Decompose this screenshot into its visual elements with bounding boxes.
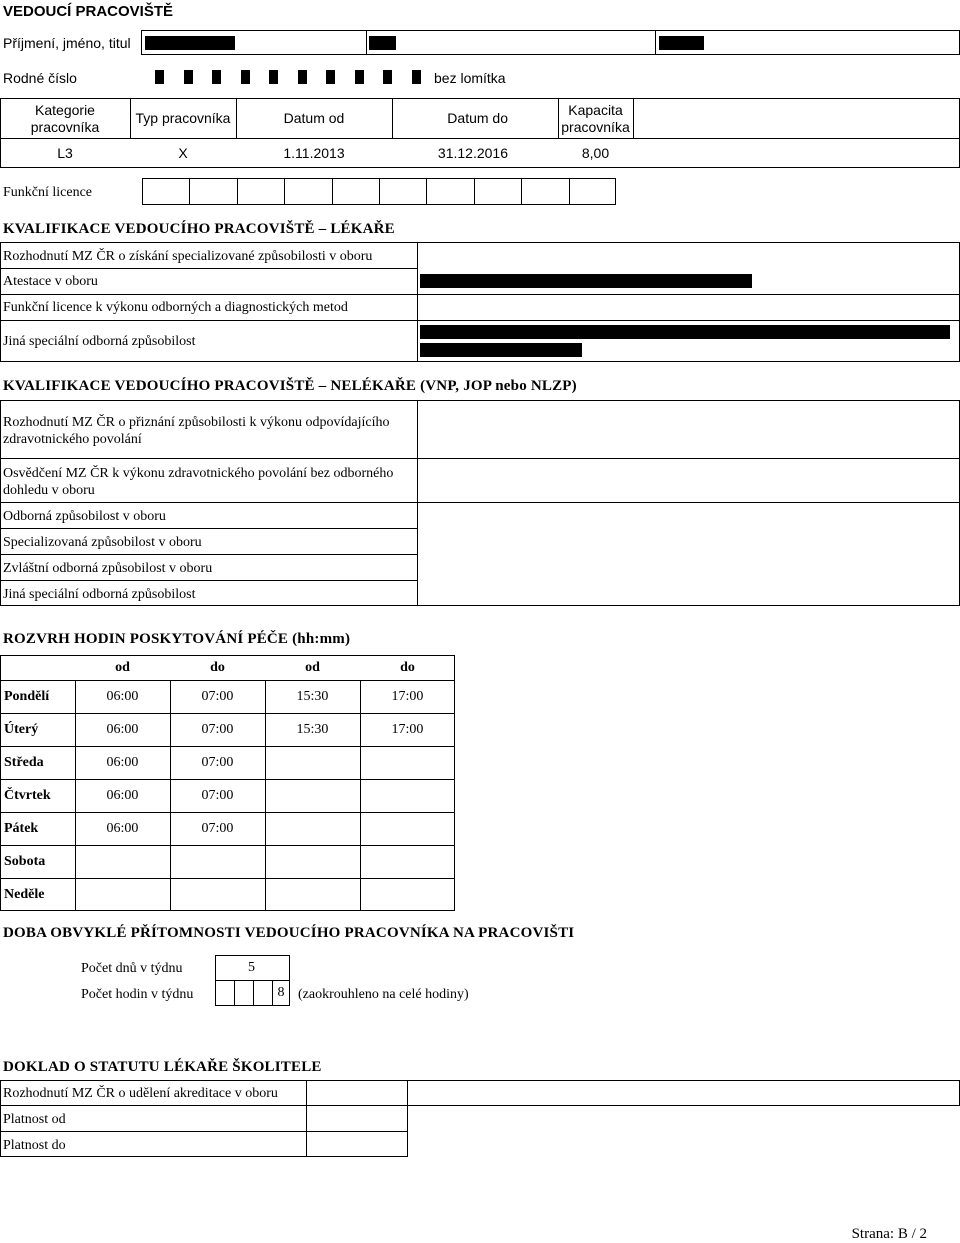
schedule-time-cell[interactable]: 06:00 [106,721,139,737]
schedule-time-cell[interactable]: 07:00 [201,688,234,704]
cell-capacity: 8,00 [581,145,610,161]
schedule-header-from: od [305,660,320,675]
schedule-time-cell[interactable]: 06:00 [106,754,139,770]
license-box-divider [379,178,380,205]
schedule-time-cell[interactable]: 17:00 [391,688,424,704]
license-box-divider [237,178,238,205]
schedule-header-to: do [210,660,225,675]
license-box-divider [569,178,570,205]
cell-type: X [178,145,188,161]
table-divider [0,528,417,529]
header-category: Kategorie pracovníka [30,101,100,135]
name-divider [366,30,367,55]
schedule-time-cell[interactable] [360,812,455,845]
license-box-divider [189,178,190,205]
trainer-section-title: DOKLAD O STATUTU LÉKAŘE ŠKOLITELE [3,1059,322,1075]
schedule-day-label: Pondělí [4,688,50,704]
schedule-title: ROZVRH HODIN POSKYTOVÁNÍ PÉČE (hh:mm) [3,631,351,647]
redaction-bar [145,36,235,50]
days-per-week-value: 5 [248,960,255,975]
license-box-divider [284,178,285,205]
schedule-time-cell[interactable] [75,845,170,878]
schedule-time-cell[interactable] [75,878,170,911]
table-divider [306,1080,307,1157]
name-label: Příjmení, jméno, titul [3,35,131,51]
schedule-time-cell[interactable] [265,878,360,911]
doctor-row-label: Funkční licence k výkonu odborných a diagnostických metod [3,300,348,315]
table-divider [0,458,960,459]
doctor-section-title: KVALIFIKACE VEDOUCÍHO PRACOVIŠTĚ – LÉKAŘE [3,221,395,237]
schedule-time-cell[interactable]: 17:00 [391,721,424,737]
nondoctor-row-label: Jiná speciální odborná způsobilost [3,587,196,602]
nondoctor-row-label: Specializovaná způsobilost v oboru [3,535,202,550]
birth-digit-redaction [212,70,221,84]
schedule-time-cell[interactable] [265,845,360,878]
header-capacity: Kapacita pracovníka [561,101,630,135]
nondoctor-row-label: Osvědčení MZ ČR k výkonu zdravotnického povolání bez odborného dohledu v oboru [3,466,394,498]
schedule-time-cell[interactable]: 06:00 [106,688,139,704]
days-per-week-label: Počet dnů v týdnu [81,961,183,976]
presence-title: DOBA OBVYKLÉ PŘÍTOMNOSTI VEDOUCÍHO PRACOVNÍKA NA PRACOVIŠTI [3,925,575,941]
license-box-divider [426,178,427,205]
schedule-time-cell[interactable] [170,845,265,878]
schedule-day-label: Neděle [4,886,45,902]
doctor-row-label: Rozhodnutí MZ ČR o získání specializované způsobilosti v oboru [3,249,373,264]
birth-number-label: Rodné číslo [3,70,77,86]
page-number: Strana: B / 2 [851,1226,927,1242]
birth-digit-redaction [184,70,193,84]
license-box-divider [332,178,333,205]
birth-digit-redaction [241,70,250,84]
trainer-row-label: Platnost od [3,1112,66,1127]
header-date-from: Datum od [283,110,345,126]
cell-date-to: 31.12.2016 [437,145,508,161]
schedule-header-to: do [400,660,415,675]
license-box-divider [474,178,475,205]
schedule-time-cell[interactable]: 07:00 [201,787,234,803]
schedule-time-cell[interactable]: 07:00 [201,820,234,836]
birth-digit-redaction [355,70,364,84]
name-divider [655,30,656,55]
page-title: VEDOUCÍ PRACOVIŠTĚ [3,3,174,20]
birth-digit-redaction [155,70,164,84]
schedule-day-label: Čtvrtek [4,787,51,803]
hours-note: (zaokrouhleno na celé hodiny) [298,987,469,1002]
schedule-time-cell[interactable] [265,812,360,845]
birth-digit-redaction [298,70,307,84]
hours-per-week-value: 8 [277,985,285,1000]
schedule-time-cell[interactable]: 07:00 [201,721,234,737]
schedule-time-cell[interactable]: 07:00 [201,754,234,770]
doctor-row-label: Jiná speciální odborná způsobilost [3,334,196,349]
redaction-bar [659,36,704,50]
table-divider [234,980,235,1006]
schedule-time-cell[interactable] [360,845,455,878]
birth-number-note: bez lomítka [434,70,506,86]
nondoctor-section-title: KVALIFIKACE VEDOUCÍHO PRACOVIŠTĚ – NELÉKAŘE (VNP, JOP nebo NLZP) [3,378,577,394]
table-divider [417,242,418,362]
cell-date-from: 1.11.2013 [283,145,345,161]
redaction-bar [369,36,396,50]
redaction-bar [420,325,950,339]
nondoctor-row-label: Rozhodnutí MZ ČR o přiznání způsobilosti k výkonu odpovídajícího zdravotnického povolání [3,415,390,447]
schedule-time-cell[interactable]: 06:00 [106,787,139,803]
table-divider [253,980,254,1006]
cell-category: L3 [57,145,73,161]
schedule-header-from: od [115,660,130,675]
schedule-day-label: Středa [4,754,44,770]
table-divider [0,1105,408,1106]
schedule-time-cell[interactable] [360,779,455,812]
table-divider [0,502,960,503]
birth-digit-redaction [383,70,392,84]
header-type: Typ pracovníka [135,110,231,126]
nondoctor-row-label: Odborná způsobilost v oboru [3,509,166,524]
trainer-row-label: Rozhodnutí MZ ČR o udělení akreditace v oboru [3,1086,278,1101]
table-divider [0,1131,408,1132]
table-divider [633,98,634,138]
birth-digit-redaction [412,70,421,84]
functional-license-label: Funkční licence [3,185,93,200]
redaction-bar [420,274,752,288]
schedule-day-label: Pátek [4,820,39,836]
table-divider [0,320,960,321]
accreditation-field[interactable] [306,1080,960,1106]
birth-digit-redaction [269,70,278,84]
doctor-row-label: Atestace v oboru [3,274,98,289]
hours-per-week-label: Počet hodin v týdnu [81,987,194,1002]
table-divider [417,400,418,606]
schedule-day-label: Úterý [4,721,39,737]
table-divider [0,294,960,295]
name-field[interactable] [141,30,960,55]
header-date-to: Datum do [447,110,508,126]
schedule-time-cell[interactable] [265,746,360,779]
schedule-time-cell[interactable] [265,779,360,812]
schedule-time-cell[interactable]: 06:00 [106,820,139,836]
nondoctor-row-label: Zvláštní odborná způsobilost v oboru [3,561,213,576]
schedule-time-cell[interactable]: 15:30 [296,688,329,704]
table-divider [0,268,417,269]
table-divider [0,580,417,581]
schedule-time-cell[interactable] [360,746,455,779]
schedule-time-cell[interactable]: 15:30 [296,721,329,737]
trainer-row-label: Platnost do [3,1138,66,1153]
schedule-time-cell[interactable] [170,878,265,911]
schedule-time-cell[interactable] [360,878,455,911]
birth-digit-redaction [326,70,335,84]
schedule-day-label: Sobota [4,853,46,869]
table-divider [0,554,417,555]
license-box-divider [521,178,522,205]
redaction-bar [420,343,582,357]
